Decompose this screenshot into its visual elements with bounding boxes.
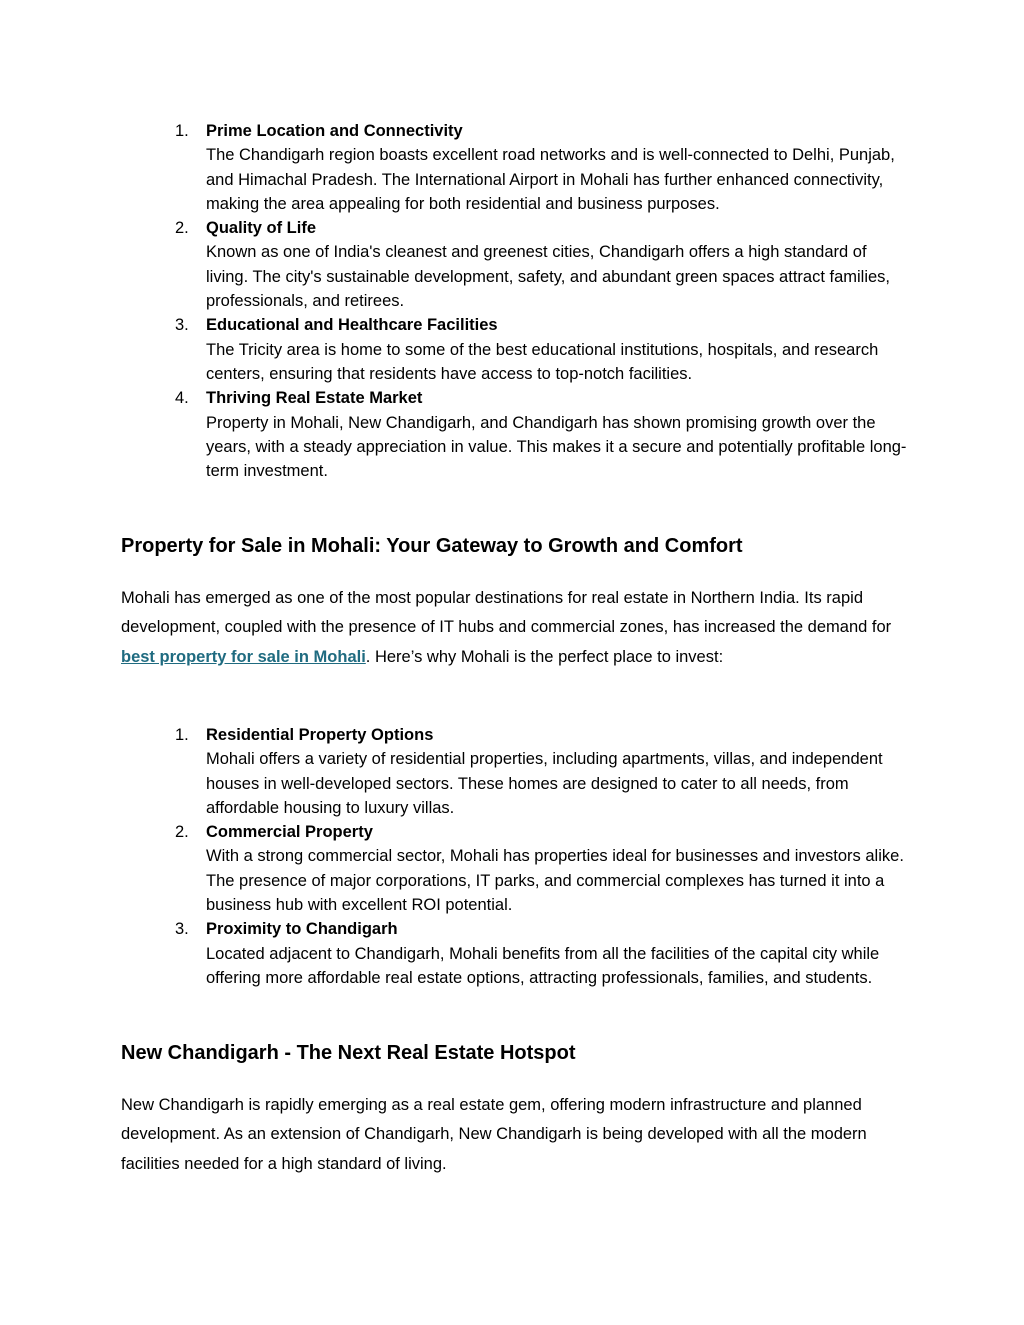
list-item-body: Mohali offers a variety of residential properties, including apartments, villas, and independent houses in well-developed sectors. These homes are designed to cater to all needs, from affordable housing to luxury villas. [206, 750, 883, 817]
list-number: 1. [175, 122, 189, 140]
list-item [0, 313, 1024, 386]
list-item-body: Known as one of India's cleanest and greenest cities, Chandigarh offers a high standard of living. The city's sustainable development, safety, and abundant green spaces attract families, professionals, and retirees. [206, 243, 891, 311]
list-item [0, 820, 1024, 917]
list-item-body: With a strong commercial sector, Mohali has properties ideal for businesses and investors alike. The presence of major corporations, IT parks, and commercial complexes has turned it into a business hub with excellent ROI potential. [206, 847, 904, 915]
list-number: 1. [175, 726, 189, 744]
list-item-title: Quality of Life [206, 219, 317, 238]
list-item-title: Residential Property Options [206, 726, 434, 744]
list-item [0, 386, 1024, 483]
list-item-title: Commercial Property [206, 823, 373, 842]
list-number: 3. [175, 920, 189, 939]
list-item [0, 723, 1024, 820]
new-chandigarh-paragraph: New Chandigarh is rapidly emerging as a real estate gem, offering modern infrastructure and planned development. As an extension of Chandigarh, New Chandigarh is being developed with all the modern facilities needed for a high standard of living. [121, 1096, 867, 1173]
list-item [0, 119, 1024, 216]
list-item-body: Property in Mohali, New Chandigarh, and Chandigarh has shown promising growth over the years, with a steady appreciation in value. This makes it a secure and potentially profitable long-term investment. [206, 413, 907, 481]
list-item-title: Prime Location and Connectivity [206, 122, 463, 140]
list-number: 2. [175, 219, 189, 238]
list-item-body: Located adjacent to Chandigarh, Mohali benefits from all the facilities of the capital city while offering more affordable real estate options, attracting professionals, families, and students. [206, 944, 880, 987]
list-item-title: Thriving Real Estate Market [206, 389, 423, 408]
list-item [0, 216, 1024, 313]
list-item [0, 917, 1024, 990]
list-item-title: Proximity to Chandigarh [206, 920, 398, 939]
list-item-body: The Chandigarh region boasts excellent road networks and is well-connected to Delhi, Punjab, and Himachal Pradesh. The International Airport in Mohali has further enhanced connectivity, making the area appealing for both residential and business purposes. [206, 146, 895, 213]
section-heading-new-chandigarh: New Chandigarh - The Next Real Estate Hotspot [121, 1042, 576, 1064]
best-property-link[interactable]: best property for sale in Mohali [121, 647, 366, 666]
list-item-body: The Tricity area is home to some of the best educational institutions, hospitals, and research centers, ensuring that residents have access to top-notch facilities. [206, 340, 879, 383]
list-number: 2. [175, 823, 189, 842]
list-item-title: Educational and Healthcare Facilities [206, 316, 498, 335]
mohali-features-list [0, 723, 1024, 990]
benefits-list [0, 119, 1024, 483]
list-number: 3. [175, 316, 189, 335]
paragraph-text: Mohali has emerged as one of the most popular destinations for real estate in Northern India. Its rapid development, coupled with the presence of IT hubs and commercial zones, has increased the demand for [121, 589, 892, 637]
paragraph-text: . Here’s why Mohali is the perfect place to invest: [365, 647, 724, 666]
section-heading-mohali: Property for Sale in Mohali: Your Gateway to Growth and Comfort [121, 535, 743, 557]
list-number: 4. [175, 389, 189, 408]
mohali-intro-paragraph [121, 584, 911, 672]
